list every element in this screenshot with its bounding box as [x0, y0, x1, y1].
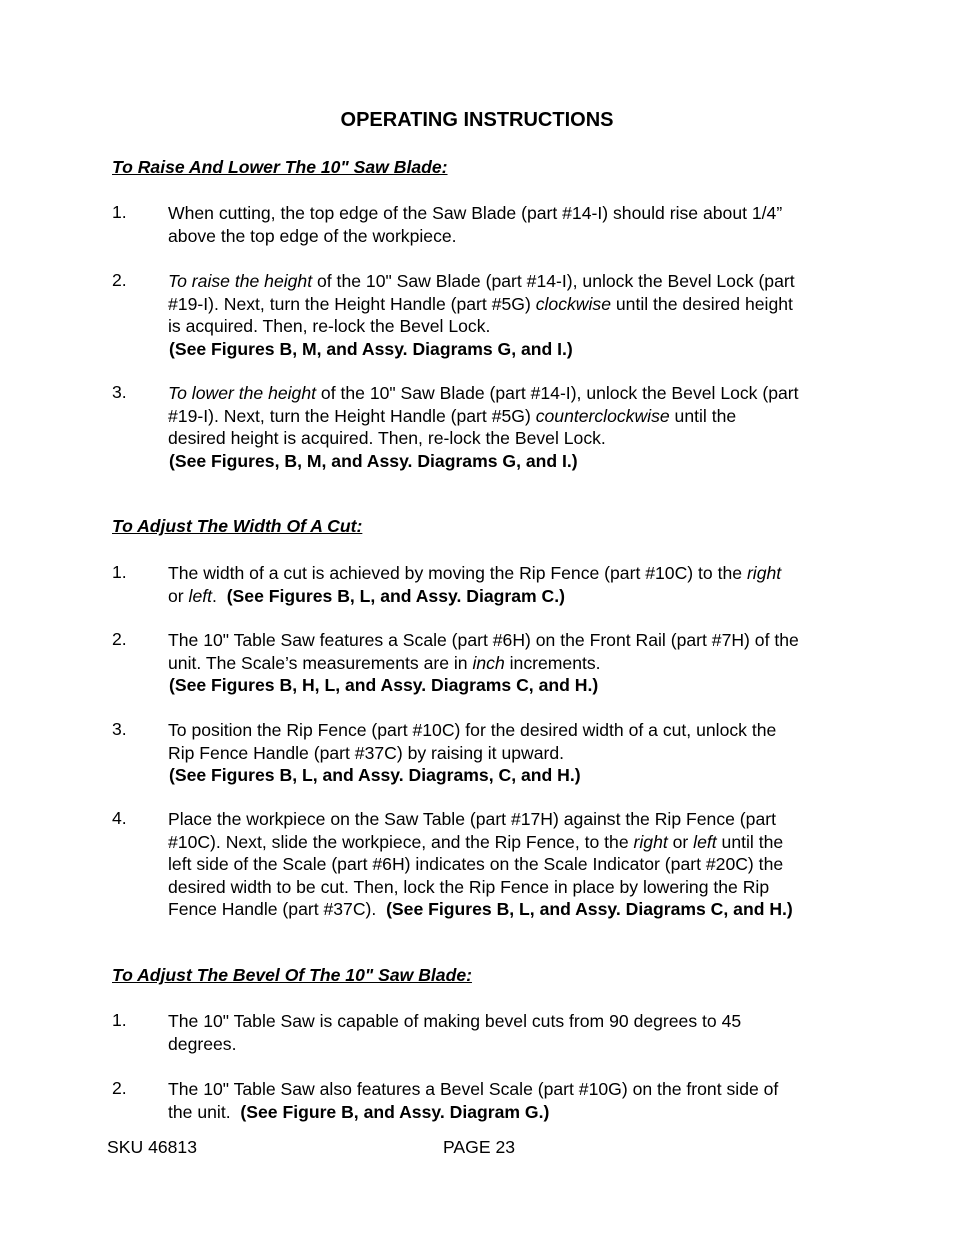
figure-reference: (See Figures, B, M, and Assy. Diagrams G, and I.) [169, 450, 578, 471]
item-number: 2. [112, 1078, 127, 1098]
item-number: 2. [112, 629, 127, 649]
figure-reference: (See Figures B, L, and Assy. Diagrams, C, and H.) [169, 765, 581, 785]
figure-reference: (See Figures B, L, and Assy. Diagram C.) [226, 585, 565, 606]
figure-reference: (See Figures B, M, and Assy. Diagrams G, and I.) [169, 338, 573, 359]
item-number: 1. [112, 1010, 127, 1030]
item-text: Place the workpiece on the Saw Table (part #17H) against the Rip Fence (part #10C). Next, slide the workpiece, and the Rip Fence, to the right or left until the left side of the Scale (part #6H) indicates on the Scale Indicator (part #20C) the desired width to be cut. Then, lock the Rip Fence in place by lowering the Rip Fence Handle (part #37C). (See Figures B, L, and Assy. Diagrams C, and H.) [168, 809, 793, 919]
item-number: 2. [112, 270, 127, 290]
item-text: The width of a cut is achieved by moving the Rip Fence (part #10C) to the right or left. (See Figures B, L, and Assy. Diagram C.) [168, 563, 782, 606]
item-text: To raise the height of the 10" Saw Blade (part #14-I), unlock the Bevel Lock (part #19-I). Next, turn the Height Handle (part #5G) clockwise until the desired height is acquired. Then, re-lock the Bevel Lock. (See Figures B, M, and Assy. Diagrams G, and I.) [168, 270, 848, 360]
footer-page-number: PAGE 23 [443, 1137, 516, 1157]
item-text: To lower the height of the 10" Saw Blade (part #14-I), unlock the Bevel Lock (part #19-I). Next, turn the Height Handle (part #5G) counterclockwise until the desired height is acquired. Then, re-lock the Bevel Lock. (See Figures, B, M, and Assy. Diagrams G, and I.) [168, 382, 848, 472]
item-text: The 10" Table Saw features a Scale (part #6H) on the Front Rail (part #7H) of the unit. The Scale’s measurements are in inch increments. (See Figures B, H, L, and Assy. Diagrams C, and H.) [168, 629, 848, 697]
item-number: 3. [112, 719, 127, 739]
page-title: OPERATING INSTRUCTIONS [340, 109, 614, 131]
item-text: The 10" Table Saw is capable of making bevel cuts from 90 degrees to 45 degrees. [168, 1011, 742, 1054]
item-number: 1. [112, 202, 127, 222]
item-text: The 10" Table Saw also features a Bevel Scale (part #10G) on the front side of the unit. (See Figure B, and Assy. Diagram G.) [168, 1079, 779, 1122]
section-heading-bevel: To Adjust The Bevel Of The 10" Saw Blade: [112, 965, 472, 985]
item-text: To position the Rip Fence (part #10C) for the desired width of a cut, unlock the Rip Fence Handle (part #37C) by raising it upward. (See Figures B, L, and Assy. Diagrams, C, and H.) [168, 719, 848, 787]
item-number: 3. [112, 382, 127, 402]
item-text: When cutting, the top edge of the Saw Blade (part #14-I) should rise about 1/4” above the top edge of the workpiece. [168, 203, 783, 246]
section-heading-width-of-cut: To Adjust The Width Of A Cut: [112, 516, 363, 536]
footer-sku: SKU 46813 [107, 1137, 197, 1157]
figure-reference: (See Figures B, H, L, and Assy. Diagrams C, and H.) [169, 675, 599, 695]
item-number: 4. [112, 808, 127, 828]
section-heading-raise-lower: To Raise And Lower The 10" Saw Blade: [112, 157, 448, 177]
item-number: 1. [112, 562, 127, 582]
figure-reference: (See Figure B, and Assy. Diagram G.) [240, 1101, 550, 1122]
figure-reference: (See Figures B, L, and Assy. Diagrams C, and H.) [386, 899, 793, 919]
